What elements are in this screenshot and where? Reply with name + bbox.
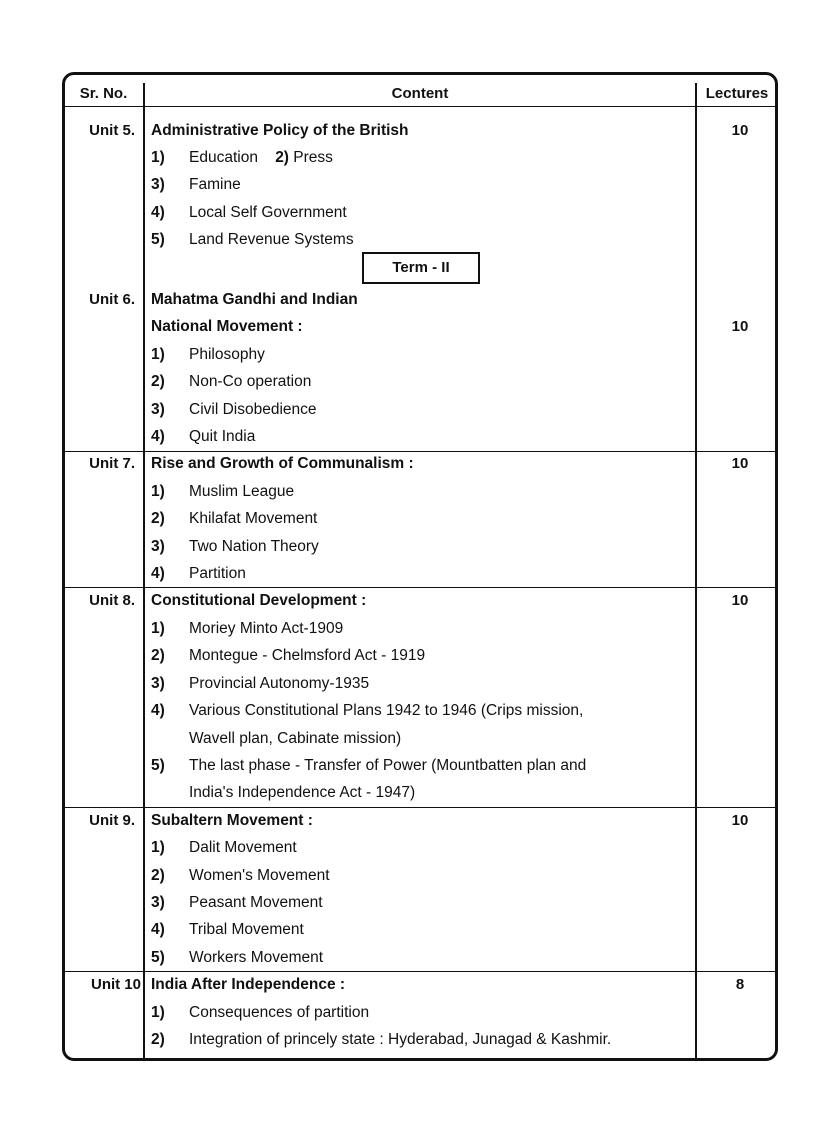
item-number: 1) [151, 839, 165, 856]
header-content: Content [391, 85, 449, 102]
list-item [151, 867, 330, 885]
item-text: Integration of princely state : Hyderabad, Junagad & Kashmir. [189, 1031, 612, 1048]
row-divider [64, 587, 776, 588]
unit-title: Administrative Policy of the British [151, 122, 409, 139]
list-item [151, 483, 294, 501]
list-item [151, 373, 311, 391]
item-number: 5) [151, 949, 165, 966]
row-divider [64, 971, 776, 972]
item-text: Workers Movement [189, 949, 324, 966]
item-text: Land Revenue Systems [189, 231, 354, 248]
lecture-count: 10 [731, 318, 749, 335]
list-item [151, 894, 323, 912]
item-text: Muslim League [189, 483, 295, 500]
item-number: 3) [151, 401, 165, 418]
list-item [151, 149, 333, 167]
list-item [151, 510, 317, 528]
item-number: 1) [151, 483, 165, 500]
unit-title: Rise and Growth of Communalism : [151, 455, 414, 472]
item-number: 3) [151, 675, 165, 692]
item-text: Quit India [189, 428, 256, 445]
list-item [151, 757, 586, 775]
item-text: Women's Movement [189, 867, 330, 884]
header-lectures: Lectures [705, 85, 769, 102]
unit-label: Unit 6. [89, 291, 135, 308]
list-item [151, 231, 354, 249]
header-divider [64, 106, 776, 107]
unit-title: Constitutional Development : [151, 592, 367, 609]
item-number: 2) [151, 510, 165, 527]
list-item [151, 620, 343, 638]
lecture-count: 10 [731, 122, 749, 139]
list-item [151, 346, 265, 364]
item-number: 3) [151, 176, 165, 193]
item-number: 3) [151, 894, 165, 911]
item-number: 2) [151, 867, 165, 884]
list-item [151, 538, 319, 556]
row-divider [64, 451, 776, 452]
unit-label: Unit 8. [89, 592, 135, 609]
item-number: 2) [151, 647, 165, 664]
list-item [151, 647, 425, 665]
item-number: 1) [151, 1004, 165, 1021]
row-divider [64, 807, 776, 808]
list-item [151, 565, 246, 583]
list-item-continued [151, 784, 415, 802]
item-text: Dalit Movement [189, 839, 297, 856]
item-number: 4) [151, 921, 165, 938]
item-text: Consequences of partition [189, 1004, 370, 1021]
item-number: 3) [151, 538, 165, 555]
list-item [151, 1004, 369, 1022]
item-text: India's Independence Act - 1947) [189, 784, 416, 801]
item-number: 1) [151, 346, 165, 363]
item-text: Peasant Movement [189, 894, 323, 911]
list-item [151, 1031, 611, 1049]
item-number: 5) [151, 231, 165, 248]
lecture-count: 10 [731, 455, 749, 472]
list-item [151, 176, 241, 194]
item-number: 2) [151, 373, 165, 390]
list-item [151, 675, 369, 693]
unit-label: Unit 9. [89, 812, 135, 829]
item-text: Two Nation Theory [189, 538, 319, 555]
lecture-count: 8 [735, 976, 745, 993]
lecture-count: 10 [731, 812, 749, 829]
item-text: Local Self Government [189, 204, 347, 221]
item-number: 4) [151, 565, 165, 582]
unit-label: Unit 7. [89, 455, 135, 472]
unit-title: Mahatma Gandhi and Indian [151, 291, 358, 308]
item-text: Civil Disobedience [189, 401, 317, 418]
list-item [151, 921, 304, 939]
item-text: Education [189, 149, 258, 166]
list-item [151, 839, 297, 857]
unit-title: India After Independence : [151, 976, 346, 993]
unit-label: Unit 10 [90, 976, 141, 993]
column-divider-right [695, 83, 697, 1061]
column-divider-left [143, 83, 145, 1061]
item-text: Khilafat Movement [189, 510, 318, 527]
item-number: 1) [151, 620, 165, 637]
item-number: 2) [151, 1031, 165, 1048]
item-text: Montegue - Chelmsford Act - 1919 [189, 647, 426, 664]
item-text: Partition [189, 565, 246, 582]
list-item [151, 702, 583, 720]
item-text: Famine [189, 176, 241, 193]
item-number: 4) [151, 204, 165, 221]
unit-title-continued: National Movement : [151, 318, 303, 335]
unit-title: Subaltern Movement : [151, 812, 313, 829]
item-text: Press [293, 149, 333, 166]
lecture-count: 10 [731, 592, 749, 609]
item-text: Moriey Minto Act-1909 [189, 620, 344, 637]
list-item [151, 428, 255, 446]
term-label-box: Term - II [362, 252, 480, 284]
list-item [151, 949, 323, 967]
item-text: Tribal Movement [189, 921, 304, 938]
item-text: Wavell plan, Cabinate mission) [189, 730, 402, 747]
item-number: 1) [151, 149, 165, 166]
list-item-continued [151, 730, 401, 748]
item-number: 5) [151, 757, 165, 774]
item-text: Provincial Autonomy-1935 [189, 675, 370, 692]
item-number: 2) [275, 149, 289, 166]
unit-label: Unit 5. [89, 122, 135, 139]
header-sr-no: Sr. No. [79, 85, 128, 102]
item-number: 4) [151, 428, 165, 445]
item-number: 4) [151, 702, 165, 719]
list-item [151, 204, 347, 222]
item-text: Non-Co operation [189, 373, 312, 390]
item-text: The last phase - Transfer of Power (Mountbatten plan and [189, 757, 587, 774]
item-text: Philosophy [189, 346, 265, 363]
item-text: Various Constitutional Plans 1942 to 1946 (Crips mission, [189, 702, 584, 719]
list-item [151, 401, 317, 419]
